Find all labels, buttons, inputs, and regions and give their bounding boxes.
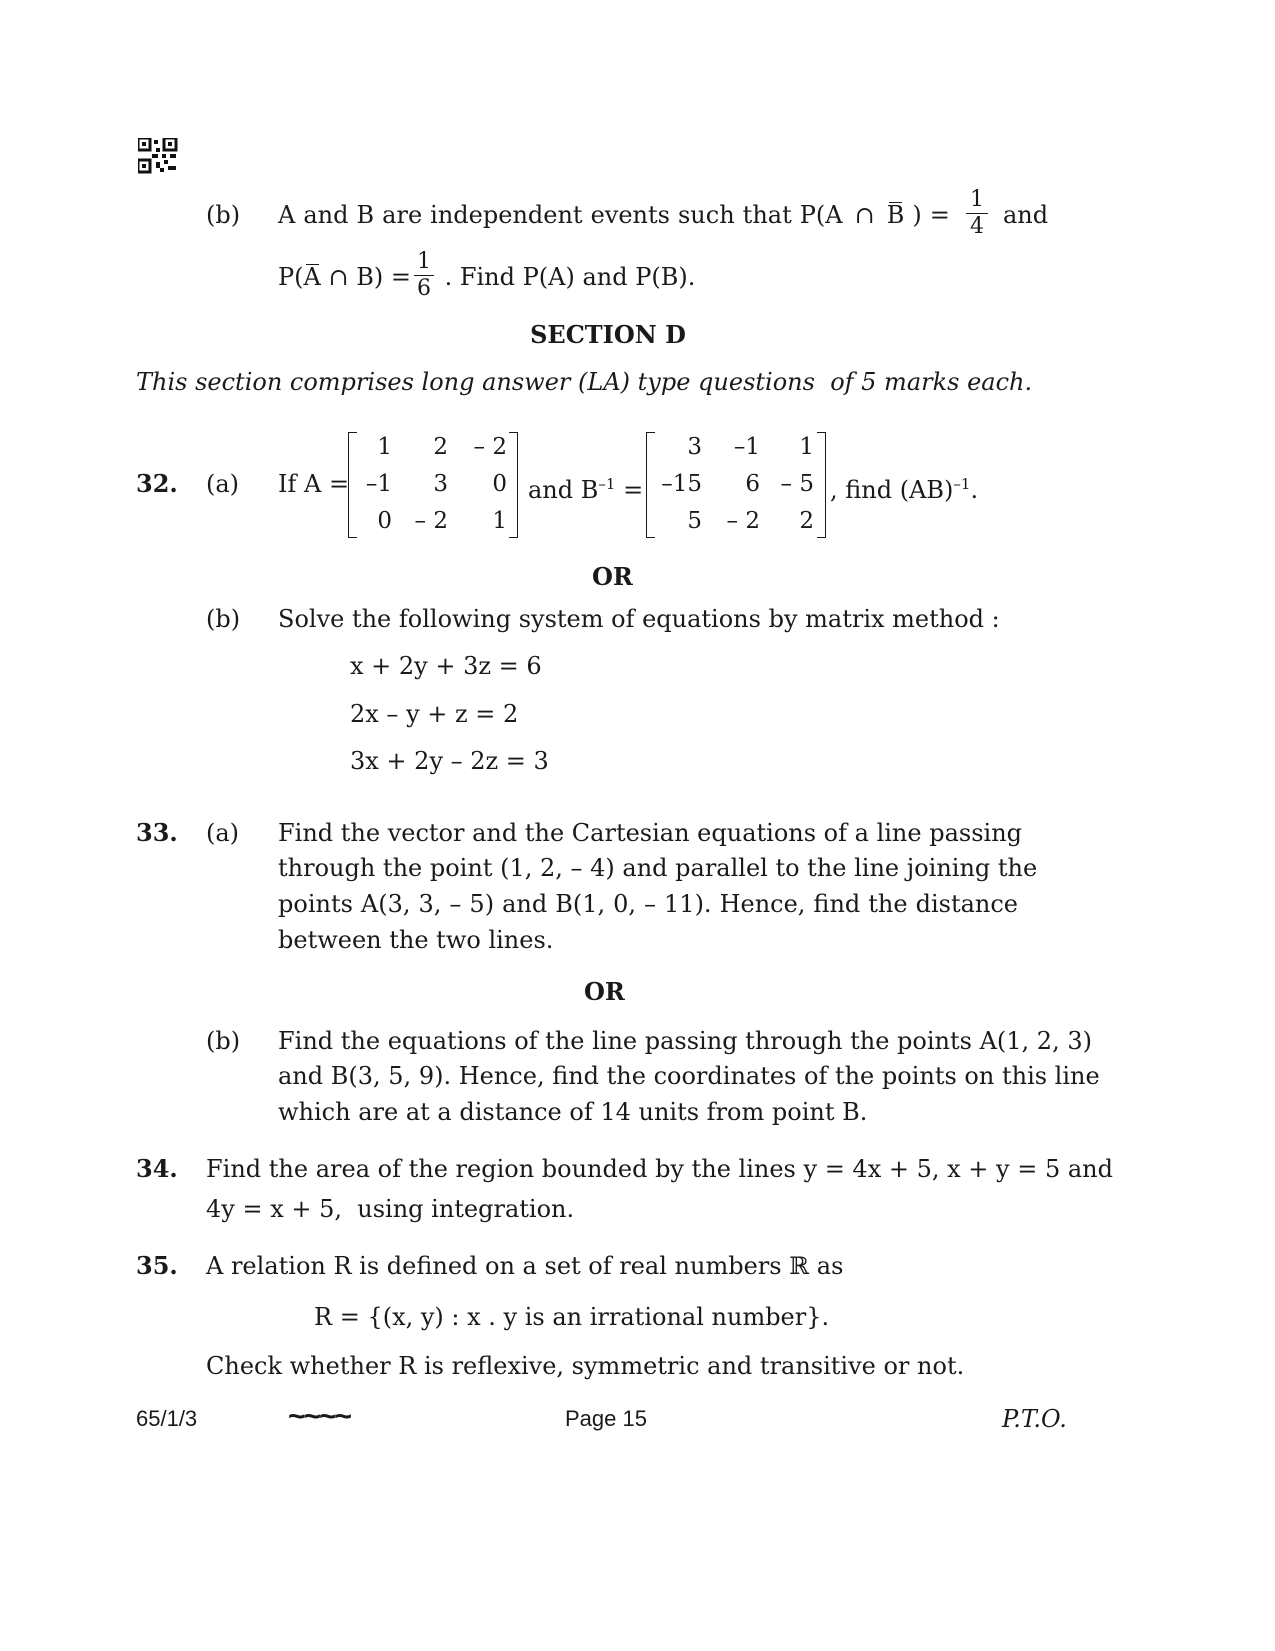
q33a-line: Find the vector and the Cartesian equations of a line passing bbox=[278, 819, 1023, 847]
pto-label: P.T.O. bbox=[1002, 1405, 1067, 1433]
q35-line: Check whether R is reflexive, symmetric and transitive or not. bbox=[206, 1352, 965, 1380]
q31b-pa: P(A bbox=[799, 201, 843, 229]
matrix-a bbox=[348, 432, 518, 538]
q32-b-eq: = bbox=[623, 476, 644, 504]
q32b-equation: x + 2y + 3z = 6 bbox=[350, 652, 542, 680]
matrix-b-cell: – 5 bbox=[780, 471, 814, 497]
q33a-line: through the point (1, 2, – 4) and parallel to the line joining the bbox=[278, 854, 1038, 882]
matrix-a-cell: –1 bbox=[365, 471, 392, 497]
q34-line: Find the area of the region bounded by the lines y = 4x + 5, x + y = 5 and bbox=[206, 1155, 1113, 1183]
q33b-line: and B(3, 5, 9). Hence, find the coordinates of the points on this line bbox=[278, 1062, 1100, 1090]
matrix-b-cell: 5 bbox=[687, 508, 702, 534]
matrix-b-cell: 6 bbox=[745, 471, 760, 497]
q32-number: 32. bbox=[136, 469, 178, 498]
q31b-word: = bbox=[929, 201, 950, 229]
bracket-right bbox=[817, 432, 826, 538]
bracket-left bbox=[348, 432, 357, 538]
q31b-word: independent bbox=[430, 201, 583, 229]
q32b-equation: 3x + 2y – 2z = 3 bbox=[350, 747, 549, 775]
q32-b-sup: –1 bbox=[598, 475, 616, 493]
q31b-bbar: B bbox=[886, 201, 905, 229]
q31b-word: B bbox=[356, 201, 375, 229]
matrix-a-cell: 1 bbox=[492, 508, 507, 534]
q32-and-b bbox=[528, 469, 643, 505]
q33b-line: which are at a distance of 14 units from point B. bbox=[278, 1098, 868, 1126]
q31b-word: A bbox=[278, 201, 296, 229]
matrix-b-cell: 2 bbox=[799, 508, 814, 534]
matrix-a-cell: – 2 bbox=[414, 508, 448, 534]
q31b-abar: A bbox=[303, 263, 321, 291]
frac-denominator: 6 bbox=[417, 276, 431, 301]
q31b-frac2 bbox=[414, 250, 434, 301]
q32-find-end: . bbox=[970, 476, 979, 504]
matrix-b-inverse bbox=[646, 432, 826, 538]
q34-number: 34. bbox=[136, 1154, 178, 1183]
q31b-word: such bbox=[677, 201, 735, 229]
q35-number: 35. bbox=[136, 1251, 178, 1280]
q31b-frac1 bbox=[966, 188, 988, 239]
qr-code-icon bbox=[138, 138, 178, 174]
q31b-word: that bbox=[742, 201, 792, 229]
matrix-a-cell: 0 bbox=[377, 508, 392, 534]
q31b-line2-post: . Find P(A) and P(B). bbox=[444, 263, 696, 291]
matrix-b-cell: –15 bbox=[661, 471, 702, 497]
q33a-line: points A(3, 3, – 5) and B(1, 0, – 11). Hence, find the distance bbox=[278, 890, 1018, 918]
q31b-line1 bbox=[278, 200, 950, 230]
q33b-line: Find the equations of the line passing through the points A(1, 2, 3) bbox=[278, 1027, 1092, 1055]
q31b-and: and bbox=[1003, 201, 1049, 229]
footer-ornament: ~~~~ bbox=[288, 1400, 351, 1433]
q31b-cap: ∩ bbox=[854, 201, 875, 229]
q33b-label: (b) bbox=[206, 1027, 241, 1055]
matrix-b-cell: –1 bbox=[733, 434, 760, 460]
bracket-right bbox=[509, 432, 518, 538]
q32b-text: Solve the following system of equations by matrix method : bbox=[278, 605, 1000, 633]
q31b-word: are bbox=[382, 201, 423, 229]
q31b-word: ) bbox=[912, 201, 922, 229]
frac-denominator: 4 bbox=[970, 214, 984, 239]
q33a-label: (a) bbox=[206, 819, 240, 847]
q31b-label: (b) bbox=[206, 201, 241, 229]
frac-numerator: 1 bbox=[417, 249, 431, 274]
section-subtitle: This section comprises long answer (LA) type questions of 5 marks each. bbox=[136, 368, 1033, 396]
q35-relation: R = {(x, y) : x . y is an irrational number}. bbox=[314, 1303, 830, 1331]
q31b-word: and bbox=[303, 201, 349, 229]
section-title: SECTION D bbox=[530, 320, 686, 349]
q35-line: A relation R is defined on a set of real numbers ℝ as bbox=[206, 1252, 844, 1280]
matrix-b-cell: – 2 bbox=[726, 508, 760, 534]
q33-or: OR bbox=[584, 977, 625, 1006]
q34-line: 4y = x + 5, using integration. bbox=[206, 1195, 575, 1223]
matrix-a-cell: 2 bbox=[433, 434, 448, 460]
frac-numerator: 1 bbox=[970, 187, 984, 212]
q32-if-a: If A = bbox=[278, 470, 350, 498]
q32-or: OR bbox=[592, 562, 633, 591]
matrix-b-cell: 3 bbox=[687, 434, 702, 460]
q31b-line2 bbox=[278, 262, 695, 292]
q32-find-text: , find (AB) bbox=[830, 476, 954, 504]
paper-code: 65/1/3 bbox=[136, 1406, 198, 1431]
matrix-a-cell: 3 bbox=[433, 471, 448, 497]
q32a-label: (a) bbox=[206, 470, 240, 498]
q33-number: 33. bbox=[136, 818, 178, 847]
q32-find-sup: –1 bbox=[953, 475, 971, 493]
matrix-a-cell: – 2 bbox=[473, 434, 507, 460]
q32b-equation: 2x – y + z = 2 bbox=[350, 700, 519, 728]
q32-and-b-text: and B bbox=[528, 476, 599, 504]
q31b-word bbox=[800, 200, 905, 230]
matrix-a-cell: 0 bbox=[492, 471, 507, 497]
page-number: Page 15 bbox=[565, 1406, 647, 1431]
q32-find bbox=[830, 469, 978, 505]
bracket-left bbox=[646, 432, 655, 538]
q31b-line2-pre: P( bbox=[278, 263, 304, 291]
matrix-a-cell: 1 bbox=[377, 434, 392, 460]
q31b-word: events bbox=[590, 201, 670, 229]
q31b-line2-mid: ∩ B) = bbox=[320, 263, 419, 291]
q33a-line: between the two lines. bbox=[278, 926, 554, 954]
q32b-label: (b) bbox=[206, 605, 241, 633]
matrix-b-cell: 1 bbox=[799, 434, 814, 460]
